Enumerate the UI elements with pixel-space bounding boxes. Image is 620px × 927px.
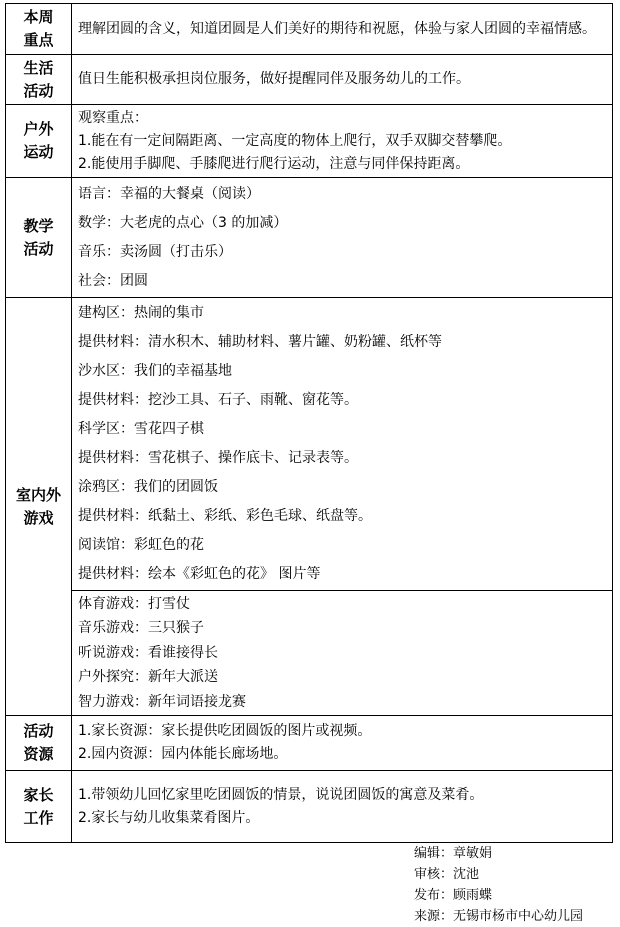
content-life-activity: 值日生能积极承担岗位服务，做好提醒同伴及服务幼儿的工作。 [72,55,613,105]
label-teaching-activity: 教学 活动 [6,178,72,298]
credit-reviewer: 审核：沈池 [414,867,480,882]
content-teaching-activity: 语言：幸福的大餐桌（阅读） 数学：大老虎的点心（3 的加减） 音乐：卖汤圆（打击乐） 社会：团圆 [72,178,613,298]
row-life-activity [6,55,613,105]
content-outdoor-sports: 观察重点： 1.能在有一定间隔距离、一定高度的物体上爬行，双手双脚交替攀爬。 2.能使用手脚爬、手膝爬进行爬行运动，注意与同伴保持距离。 [72,105,613,178]
label-outdoor-sports: 户外 运动 [6,105,72,178]
content-outdoor-games: 体育游戏：打雪仗 音乐游戏：三只猴子 听说游戏：看谁接得长 户外探究：新年大派送 智力游戏：新年词语接龙赛 [72,591,613,716]
credit-source: 来源：无锡市杨市中心幼儿园 [414,909,584,924]
label-weekly-focus: 本周 重点 [6,4,72,55]
row-weekly-focus [6,4,613,55]
credit-publisher: 发布：顾雨蝶 [414,888,493,903]
row-games-outdoor [6,591,613,716]
credits-block [414,843,583,927]
content-indoor-areas: 建构区：热闹的集市 提供材料：清水积木、辅助材料、薯片罐、奶粉罐、纸杯等 沙水区：我们的幸福基地 提供材料：挖沙工具、石子、雨靴、窗花等。 科学区：雪花四子棋 提供材料：雪花棋子、操作底卡、记录表等。 涂鸦区：我们的团圆饭 提供材料：纸黏土、彩纸、彩色毛球、纸盘等。 阅读馆：彩虹色的花 提供材料：绘本《彩虹色的花》 图片等 [72,298,613,591]
label-life-activity: 生活 活动 [6,55,72,105]
row-activity-resources [6,716,613,771]
row-outdoor-sports [6,105,613,178]
row-games-indoor [6,298,613,591]
label-games: 室内外 游戏 [6,298,72,716]
row-parent-work [6,771,613,843]
label-activity-resources: 活动 资源 [6,716,72,771]
weekly-plan-table [5,3,613,843]
content-weekly-focus: 理解团圆的含义，知道团圆是人们美好的期待和祝愿，体验与家人团圆的幸福情感。 [72,4,613,55]
credit-editor: 编辑：章敏娟 [414,846,493,861]
content-activity-resources: 1.家长资源：家长提供吃团圆饭的图片或视频。 2.园内资源：园内体能长廊场地。 [72,716,613,771]
row-teaching-activity [6,178,613,298]
content-parent-work: 1.带领幼儿回忆家里吃团圆饭的情景，说说团圆饭的寓意及菜肴。 2.家长与幼儿收集菜肴图片。 [72,771,613,843]
label-parent-work: 家长 工作 [6,771,72,843]
